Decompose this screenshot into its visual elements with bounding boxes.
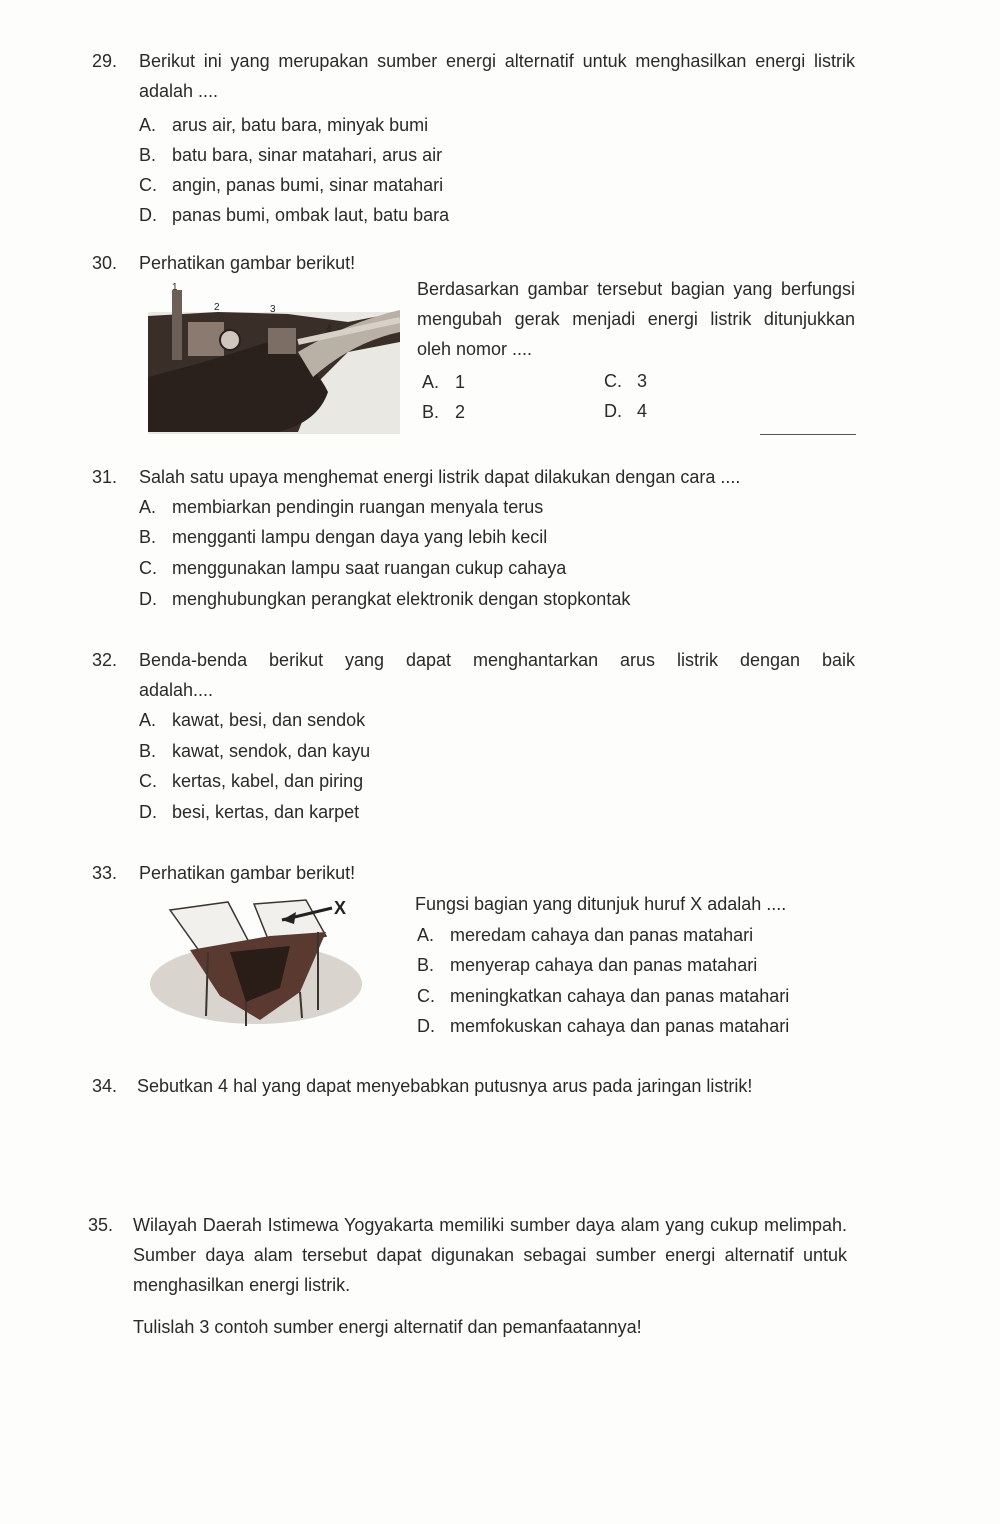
option-text: memfokuskan cahaya dan panas matahari — [450, 1016, 790, 1036]
option-letter: A. — [422, 372, 440, 392]
option-b[interactable] — [417, 950, 757, 980]
option-letter: A. — [139, 497, 157, 517]
option-text: 4 — [637, 401, 648, 421]
question-number: 31. — [92, 467, 118, 487]
option-c[interactable] — [139, 170, 443, 200]
option-b[interactable] — [139, 522, 547, 552]
option-text: kertas, kabel, dan piring — [172, 771, 364, 791]
option-c[interactable] — [604, 366, 647, 396]
option-b[interactable] — [422, 397, 465, 427]
option-letter: C. — [139, 175, 157, 195]
option-c[interactable] — [139, 766, 363, 796]
option-text: meredam cahaya dan panas matahari — [450, 925, 754, 945]
question-35-instruction: Tulislah 3 contoh sumber energi alternatif dan pemanfaatannya! — [133, 1317, 642, 1337]
hydro-plant-figure — [148, 282, 400, 434]
option-text: besi, kertas, dan karpet — [172, 802, 360, 822]
svg-text:4: 4 — [326, 324, 332, 335]
question-30-prompt: Berdasarkan gambar tersebut bagian yang berfungsi mengubah gerak menjadi energi listrik ditunjukkan oleh nomor .... — [417, 279, 855, 359]
figure-label-3 — [270, 304, 276, 315]
question-33-prompt: Fungsi bagian yang ditunjuk huruf X adalah .... — [415, 894, 787, 914]
question-number: 33. — [92, 863, 118, 883]
option-letter: A. — [417, 925, 435, 945]
question-35 — [88, 1210, 858, 1302]
question-stem: Sebutkan 4 hal yang dapat menyebabkan putusnya arus pada jaringan listrik! — [137, 1076, 753, 1096]
option-d[interactable] — [417, 1011, 789, 1041]
option-letter: D. — [417, 1016, 435, 1036]
option-letter: C. — [139, 771, 157, 791]
question-31 — [92, 462, 858, 492]
option-b[interactable] — [139, 140, 442, 170]
option-text: menyerap cahaya dan panas matahari — [450, 955, 758, 975]
svg-text:1: 1 — [172, 282, 178, 293]
option-text: meningkatkan cahaya dan panas matahari — [450, 986, 790, 1006]
option-a[interactable] — [139, 492, 543, 522]
question-34 — [92, 1071, 858, 1101]
option-letter: B. — [139, 527, 157, 547]
svg-text:X: X — [334, 898, 347, 918]
option-text: 2 — [455, 402, 466, 422]
option-letter: C. — [139, 558, 157, 578]
option-text: batu bara, sinar matahari, arus air — [172, 145, 443, 165]
option-d[interactable] — [604, 396, 647, 426]
question-number: 32. — [92, 650, 118, 670]
option-text: panas bumi, ombak laut, batu bara — [172, 205, 450, 225]
option-a[interactable] — [422, 367, 465, 397]
option-a[interactable] — [139, 705, 365, 735]
option-text: mengganti lampu dengan daya yang lebih kecil — [172, 527, 548, 547]
figure-label-4 — [326, 324, 332, 335]
svg-text:2: 2 — [214, 302, 220, 313]
option-letter: A. — [139, 710, 157, 730]
question-32 — [92, 645, 858, 705]
option-a[interactable] — [139, 110, 428, 140]
option-d[interactable] — [139, 797, 359, 827]
option-letter: B. — [417, 955, 435, 975]
question-stem-line: adalah.... — [139, 680, 214, 700]
option-text: angin, panas bumi, sinar matahari — [172, 175, 444, 195]
option-letter: D. — [139, 589, 157, 609]
option-text: arus air, batu bara, minyak bumi — [172, 115, 429, 135]
figure-label-1 — [172, 282, 178, 293]
option-text: menghubungkan perangkat elektronik dengan stopkontak — [172, 589, 631, 609]
option-c[interactable] — [417, 981, 789, 1011]
option-letter: C. — [417, 986, 435, 1006]
svg-text:3: 3 — [270, 304, 276, 315]
question-33 — [92, 858, 492, 888]
solar-cooker-figure — [150, 892, 366, 1028]
figure-label-x — [334, 898, 346, 918]
option-text: membiarkan pendingin ruangan menyala terus — [172, 497, 544, 517]
question-number: 35. — [88, 1215, 114, 1235]
question-stem — [139, 645, 855, 705]
option-b[interactable] — [139, 736, 370, 766]
question-stem: Salah satu upaya menghemat energi listrik dapat dilakukan dengan cara .... — [139, 467, 741, 487]
question-stem: Perhatikan gambar berikut! — [139, 253, 356, 273]
option-letter: D. — [139, 205, 157, 225]
question-stem: Perhatikan gambar berikut! — [139, 863, 356, 883]
option-letter: B. — [139, 741, 157, 761]
option-letter: B. — [422, 402, 440, 422]
option-text: 3 — [637, 371, 648, 391]
question-stem-line: Benda-benda berikut yang dapat menghantarkan arus listrik dengan baik — [139, 650, 855, 670]
option-letter: A. — [139, 115, 157, 135]
option-text: kawat, sendok, dan kayu — [172, 741, 371, 761]
option-text: menggunakan lampu saat ruangan cukup cahaya — [172, 558, 567, 578]
question-number: 29. — [92, 51, 118, 71]
option-letter: D. — [604, 401, 622, 421]
option-d[interactable] — [139, 584, 630, 614]
option-letter: C. — [604, 371, 622, 391]
question-number: 34. — [92, 1076, 118, 1096]
option-c[interactable] — [139, 553, 566, 583]
option-letter: D. — [139, 802, 157, 822]
question-stem: Berikut ini yang merupakan sumber energi alternatif untuk menghasilkan energi listrik adalah .... — [139, 51, 855, 101]
question-number: 30. — [92, 253, 118, 273]
divider — [760, 434, 856, 435]
question-29 — [92, 46, 858, 106]
question-stem: Wilayah Daerah Istimewa Yogyakarta memiliki sumber daya alam yang cukup melimpah. Sumber daya alam tersebut dapat digunakan sebagai sumber energi alternatif untuk menghasilkan energi listrik. — [133, 1215, 847, 1295]
option-letter: B. — [139, 145, 157, 165]
figure-label-2 — [214, 302, 220, 313]
option-d[interactable] — [139, 200, 449, 230]
option-a[interactable] — [417, 920, 753, 950]
option-text: 1 — [455, 372, 466, 392]
option-text: kawat, besi, dan sendok — [172, 710, 366, 730]
